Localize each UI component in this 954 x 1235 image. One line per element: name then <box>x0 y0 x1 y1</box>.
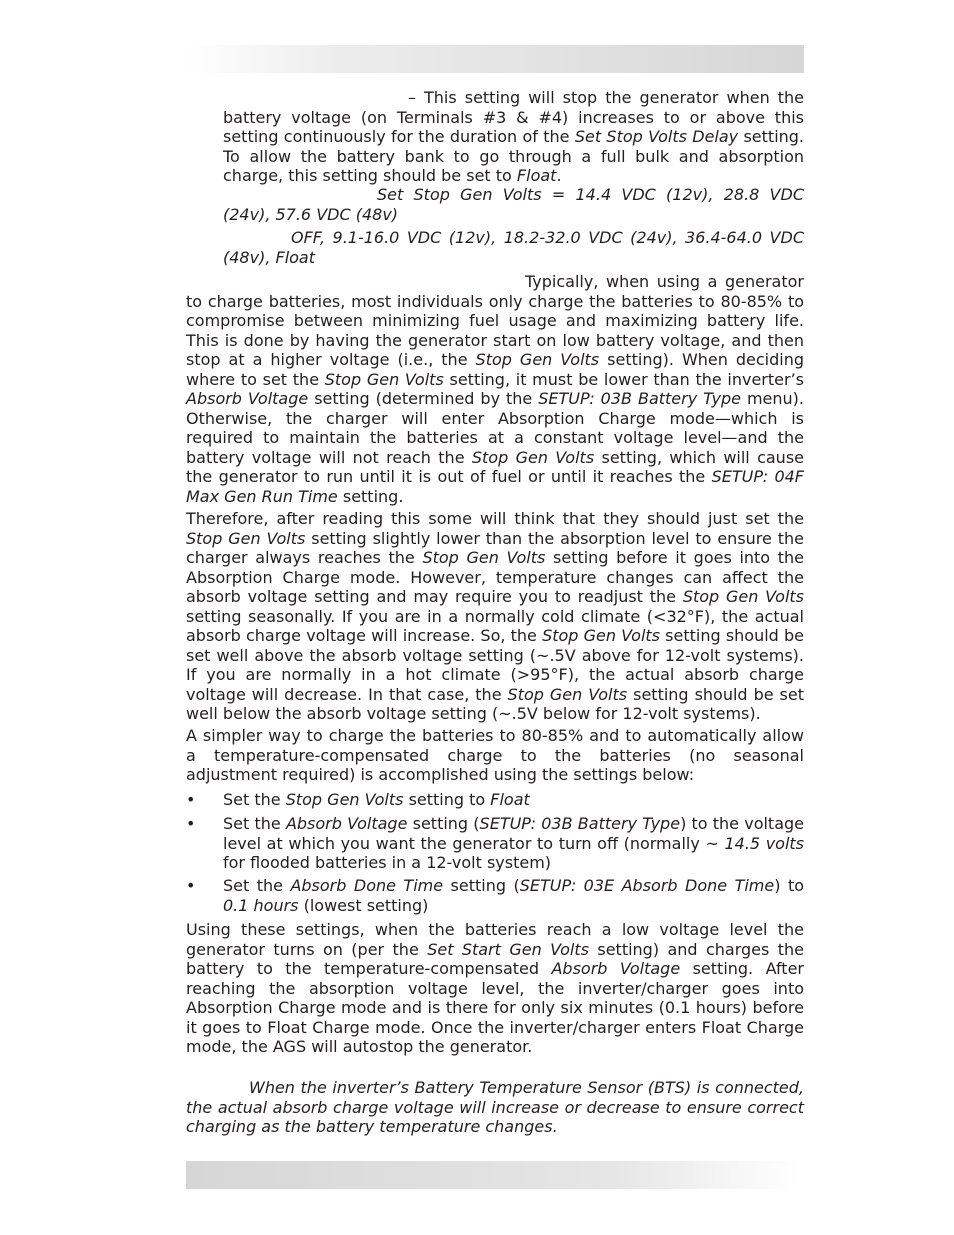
page-footer-bar <box>186 1161 800 1189</box>
bullet-item-stop-gen-volts: Set the Stop Gen Volts setting to Float <box>223 790 530 809</box>
bullet-symbol: • <box>186 790 196 809</box>
bullet-symbol: • <box>186 876 196 895</box>
stop-volts-range: OFF, 9.1-16.0 VDC (12v), 18.2-32.0 VDC (24v), 36.4-64.0 VDC (48v), Float <box>223 228 804 267</box>
paragraph-temperature-effects: Therefore, after reading this some will think that they should just set the Stop Gen Volts setting slightly lower than the absorption level to ensure the charger always reaches the Stop Gen Volts setting before it goes into the Absorption Charge mode. However, temperature changes can affect the absorb voltage setting and may require you to readjust the Stop Gen Volts setting seasonally. If you are in a normally cold climate (<32°F), the actual absorb charge voltage will increase. So, the Stop Gen Volts setting should be set well above the absorb voltage setting (~.5V above for 12-volt systems). If you are normally in a hot climate (>95°F), the actual absorb charge voltage will decrease. In that case, the Stop Gen Volts setting should be set well below the absorb voltage setting (~.5V below for 12-volt systems). <box>186 509 805 723</box>
stop-volts-default: Set Stop Gen Volts = 14.4 VDC (12v), 28.8 VDC (24v), 57.6 VDC (48v) <box>223 185 804 224</box>
note-bts: When the inverter’s Battery Temperature Sensor (BTS) is connected, the actual absorb charge voltage will increase or decrease to ensure correct charging as the battery temperature changes. <box>186 1078 804 1136</box>
page-header-bar <box>186 45 804 73</box>
stop-volts-description: – This setting will stop the generator when the battery voltage (on Terminals #3 & #4) increases to or above this setting continuously for the duration of the Set Stop Volts Delay setting. To allow the battery bank to go through a full bulk and absorption charge, this setting should be set to Float. <box>223 88 805 185</box>
bullet-item-absorb-voltage: Set the Absorb Voltage setting (SETUP: 03B Battery Type) to the voltage level at which you want the generator to turn off (normally ~ 14.5 volts for flooded batteries in a 12-volt system) <box>223 814 805 872</box>
bullet-symbol: • <box>186 814 196 833</box>
paragraph-simpler-way: A simpler way to charge the batteries to 80-85% and to automatically allow a temperature-compensated charge to the batteries (no seasonal adjustment required) is accomplished using the settings below: <box>186 726 804 784</box>
paragraph-typical-charging: Typically, when using a generator to charge batteries, most individuals only charge the batteries to 80-85% to compromise between minimizing fuel usage and maximizing battery life. This is done by having the generator start on low battery voltage, and then stop at a higher voltage (i.e., the Stop Gen Volts setting). When deciding where to set the Stop Gen Volts setting, it must be lower than the inverter’s Absorb Voltage setting (determined by the SETUP: 03B Battery Type menu). Otherwise, the charger will enter Absorption Charge mode—which is required to maintain the batteries at a constant voltage level—and the battery voltage will not reach the Stop Gen Volts setting, which will cause the generator to run until it is out of fuel or until it reaches the SETUP: 04F Max Gen Run Time setting. <box>186 272 805 506</box>
bullet-item-absorb-done-time: Set the Absorb Done Time setting (SETUP: 03E Absorb Done Time) to 0.1 hours (lowest setting) <box>223 876 805 915</box>
paragraph-using-settings: Using these settings, when the batteries reach a low voltage level the generator turns on (per the Set Start Gen Volts setting) and charges the battery to the temperature-compensated Absorb Voltage setting. After reaching the absorption voltage level, the inverter/charger goes into Absorption Charge mode and is there for only six minutes (0.1 hours) before it goes to Float Charge mode. Once the inverter/charger enters Float Charge mode, the AGS will autostop the generator. <box>186 920 804 1056</box>
